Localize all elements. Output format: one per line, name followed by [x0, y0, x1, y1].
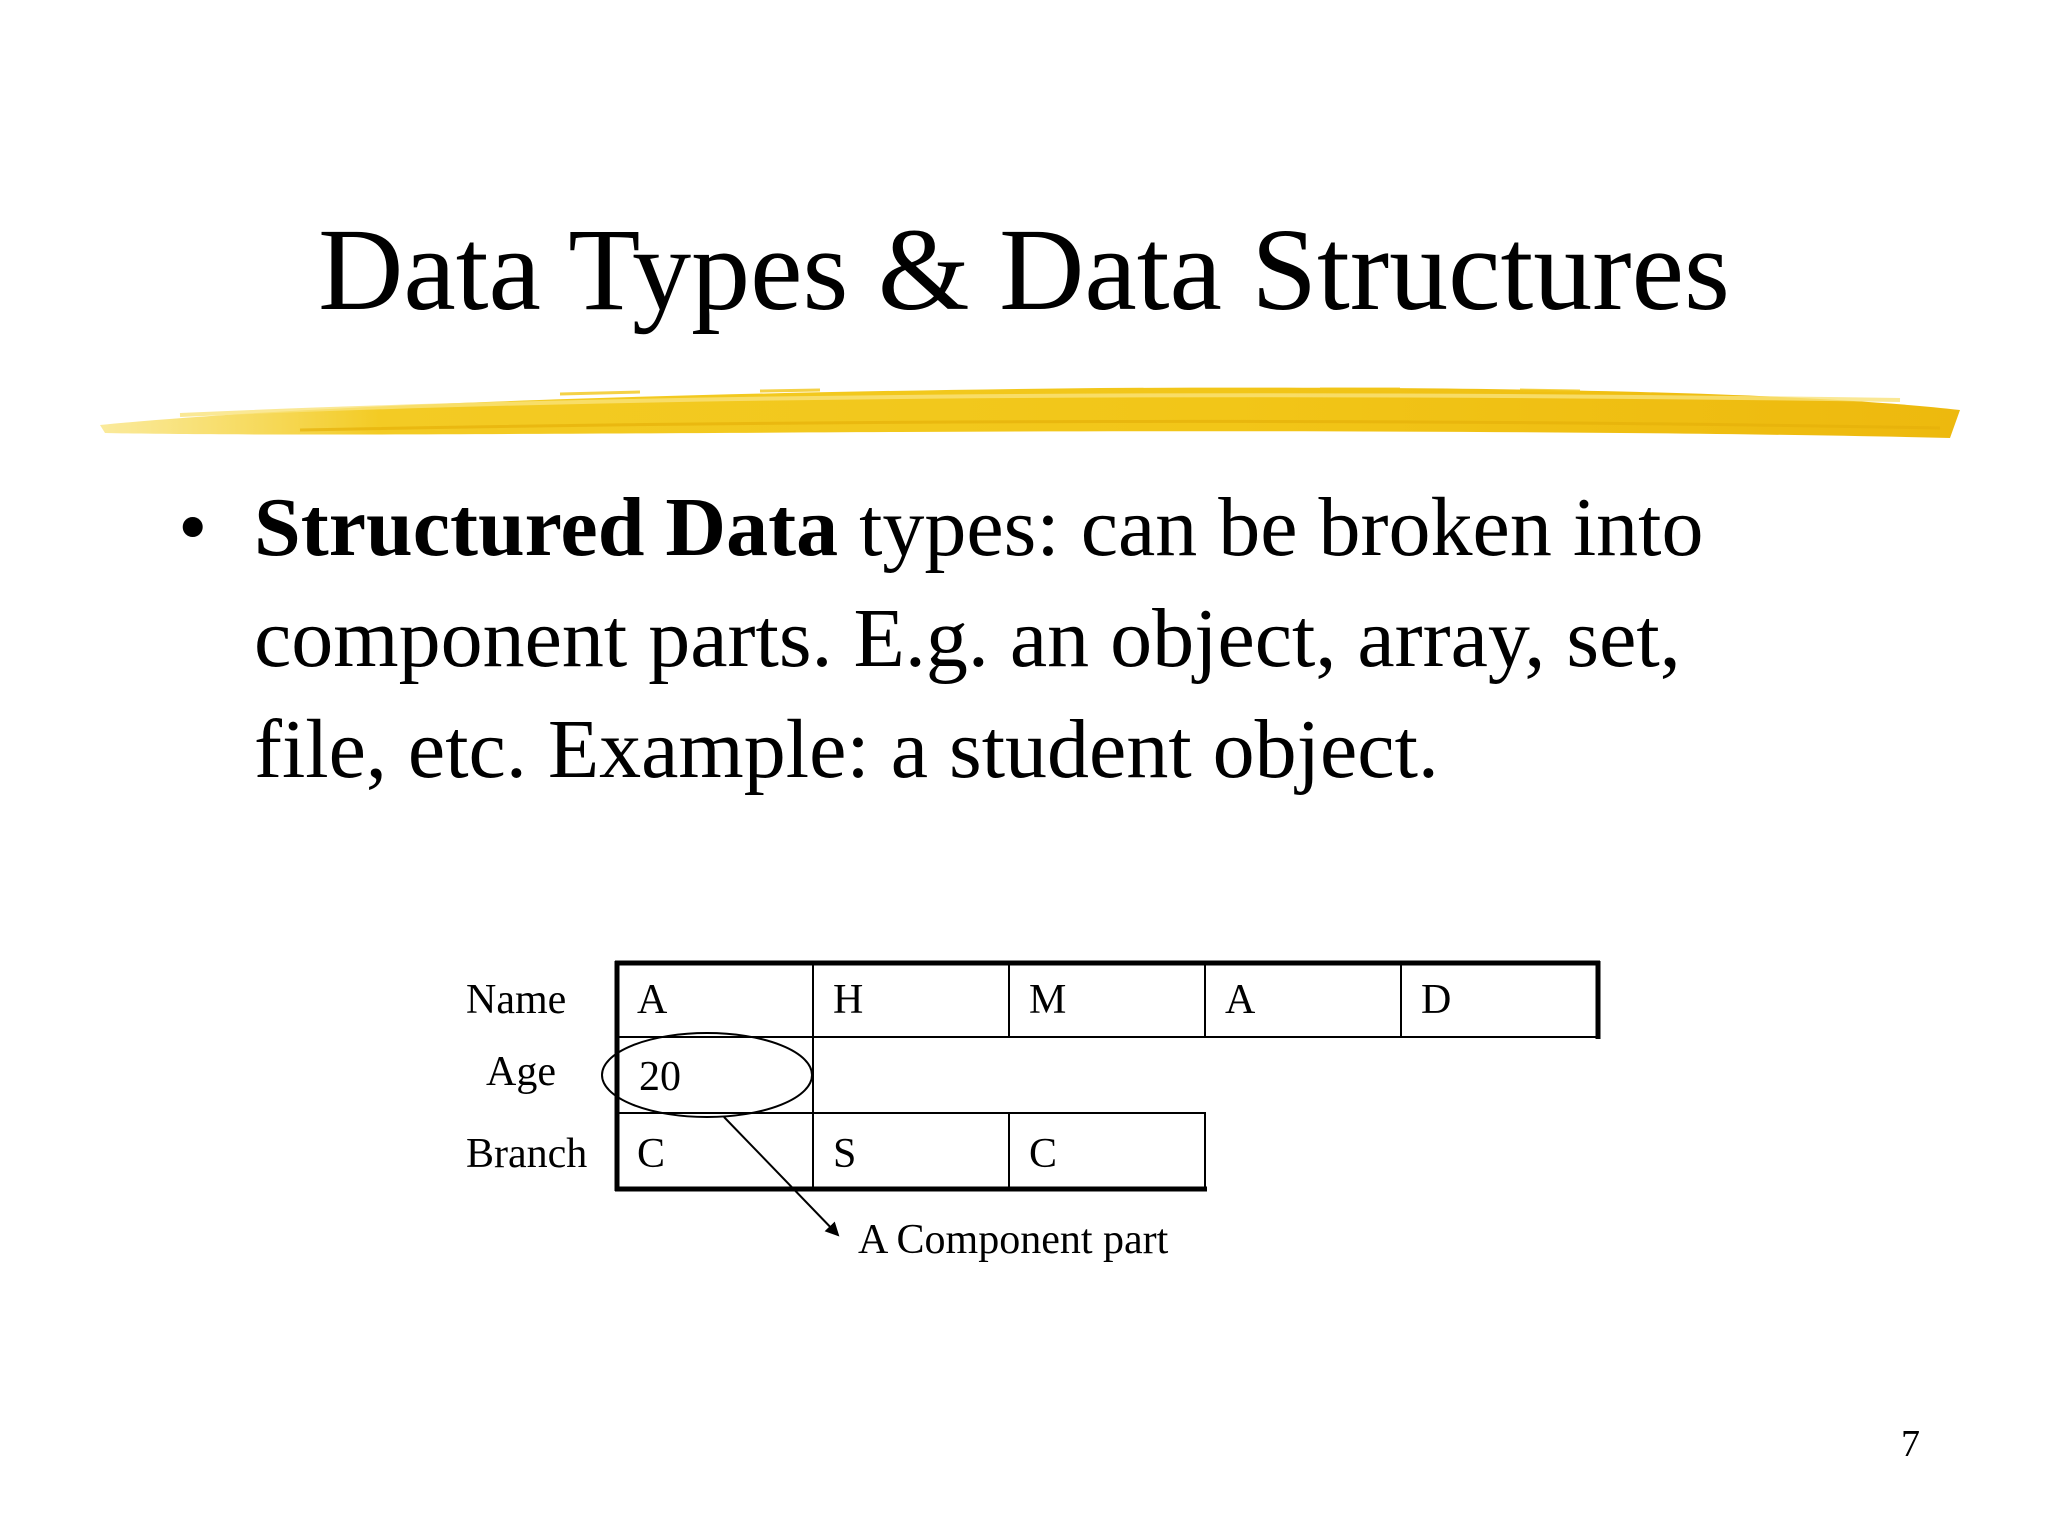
bullet-line-2: component parts. E.g. an object, array, set, — [254, 592, 1681, 685]
name-cell-text: H — [833, 977, 864, 1023]
name-cell-text: A — [637, 977, 668, 1023]
slide-title: Data Types & Data Structures — [318, 204, 1730, 335]
bold-term: Structured Data — [254, 481, 839, 574]
age-cell-text: 20 — [639, 1054, 681, 1100]
name-cell-text: A — [1225, 977, 1256, 1023]
bullet-marker: • — [178, 481, 208, 574]
row-label-branch: Branch — [466, 1131, 588, 1177]
branch-cell-text: C — [637, 1131, 666, 1177]
row-label-name: Name — [466, 977, 567, 1023]
branch-cell-text: C — [1029, 1131, 1058, 1177]
bullet-line-1-rest: types: can be broken into — [838, 481, 1704, 574]
branch-cell-text: S — [833, 1131, 857, 1177]
component-arrow — [724, 1117, 838, 1235]
page-number: 7 — [1901, 1423, 1920, 1465]
branch-row-cells — [617, 1113, 1205, 1189]
component-highlight-ellipse — [602, 1033, 812, 1117]
row-label-age: Age — [486, 1049, 556, 1095]
name-cell-text: M — [1029, 977, 1067, 1023]
component-part-annotation: A Component part — [858, 1217, 1169, 1263]
bullet-line-3: file, etc. Example: a student object. — [254, 703, 1439, 796]
name-cell-text: D — [1421, 977, 1452, 1023]
